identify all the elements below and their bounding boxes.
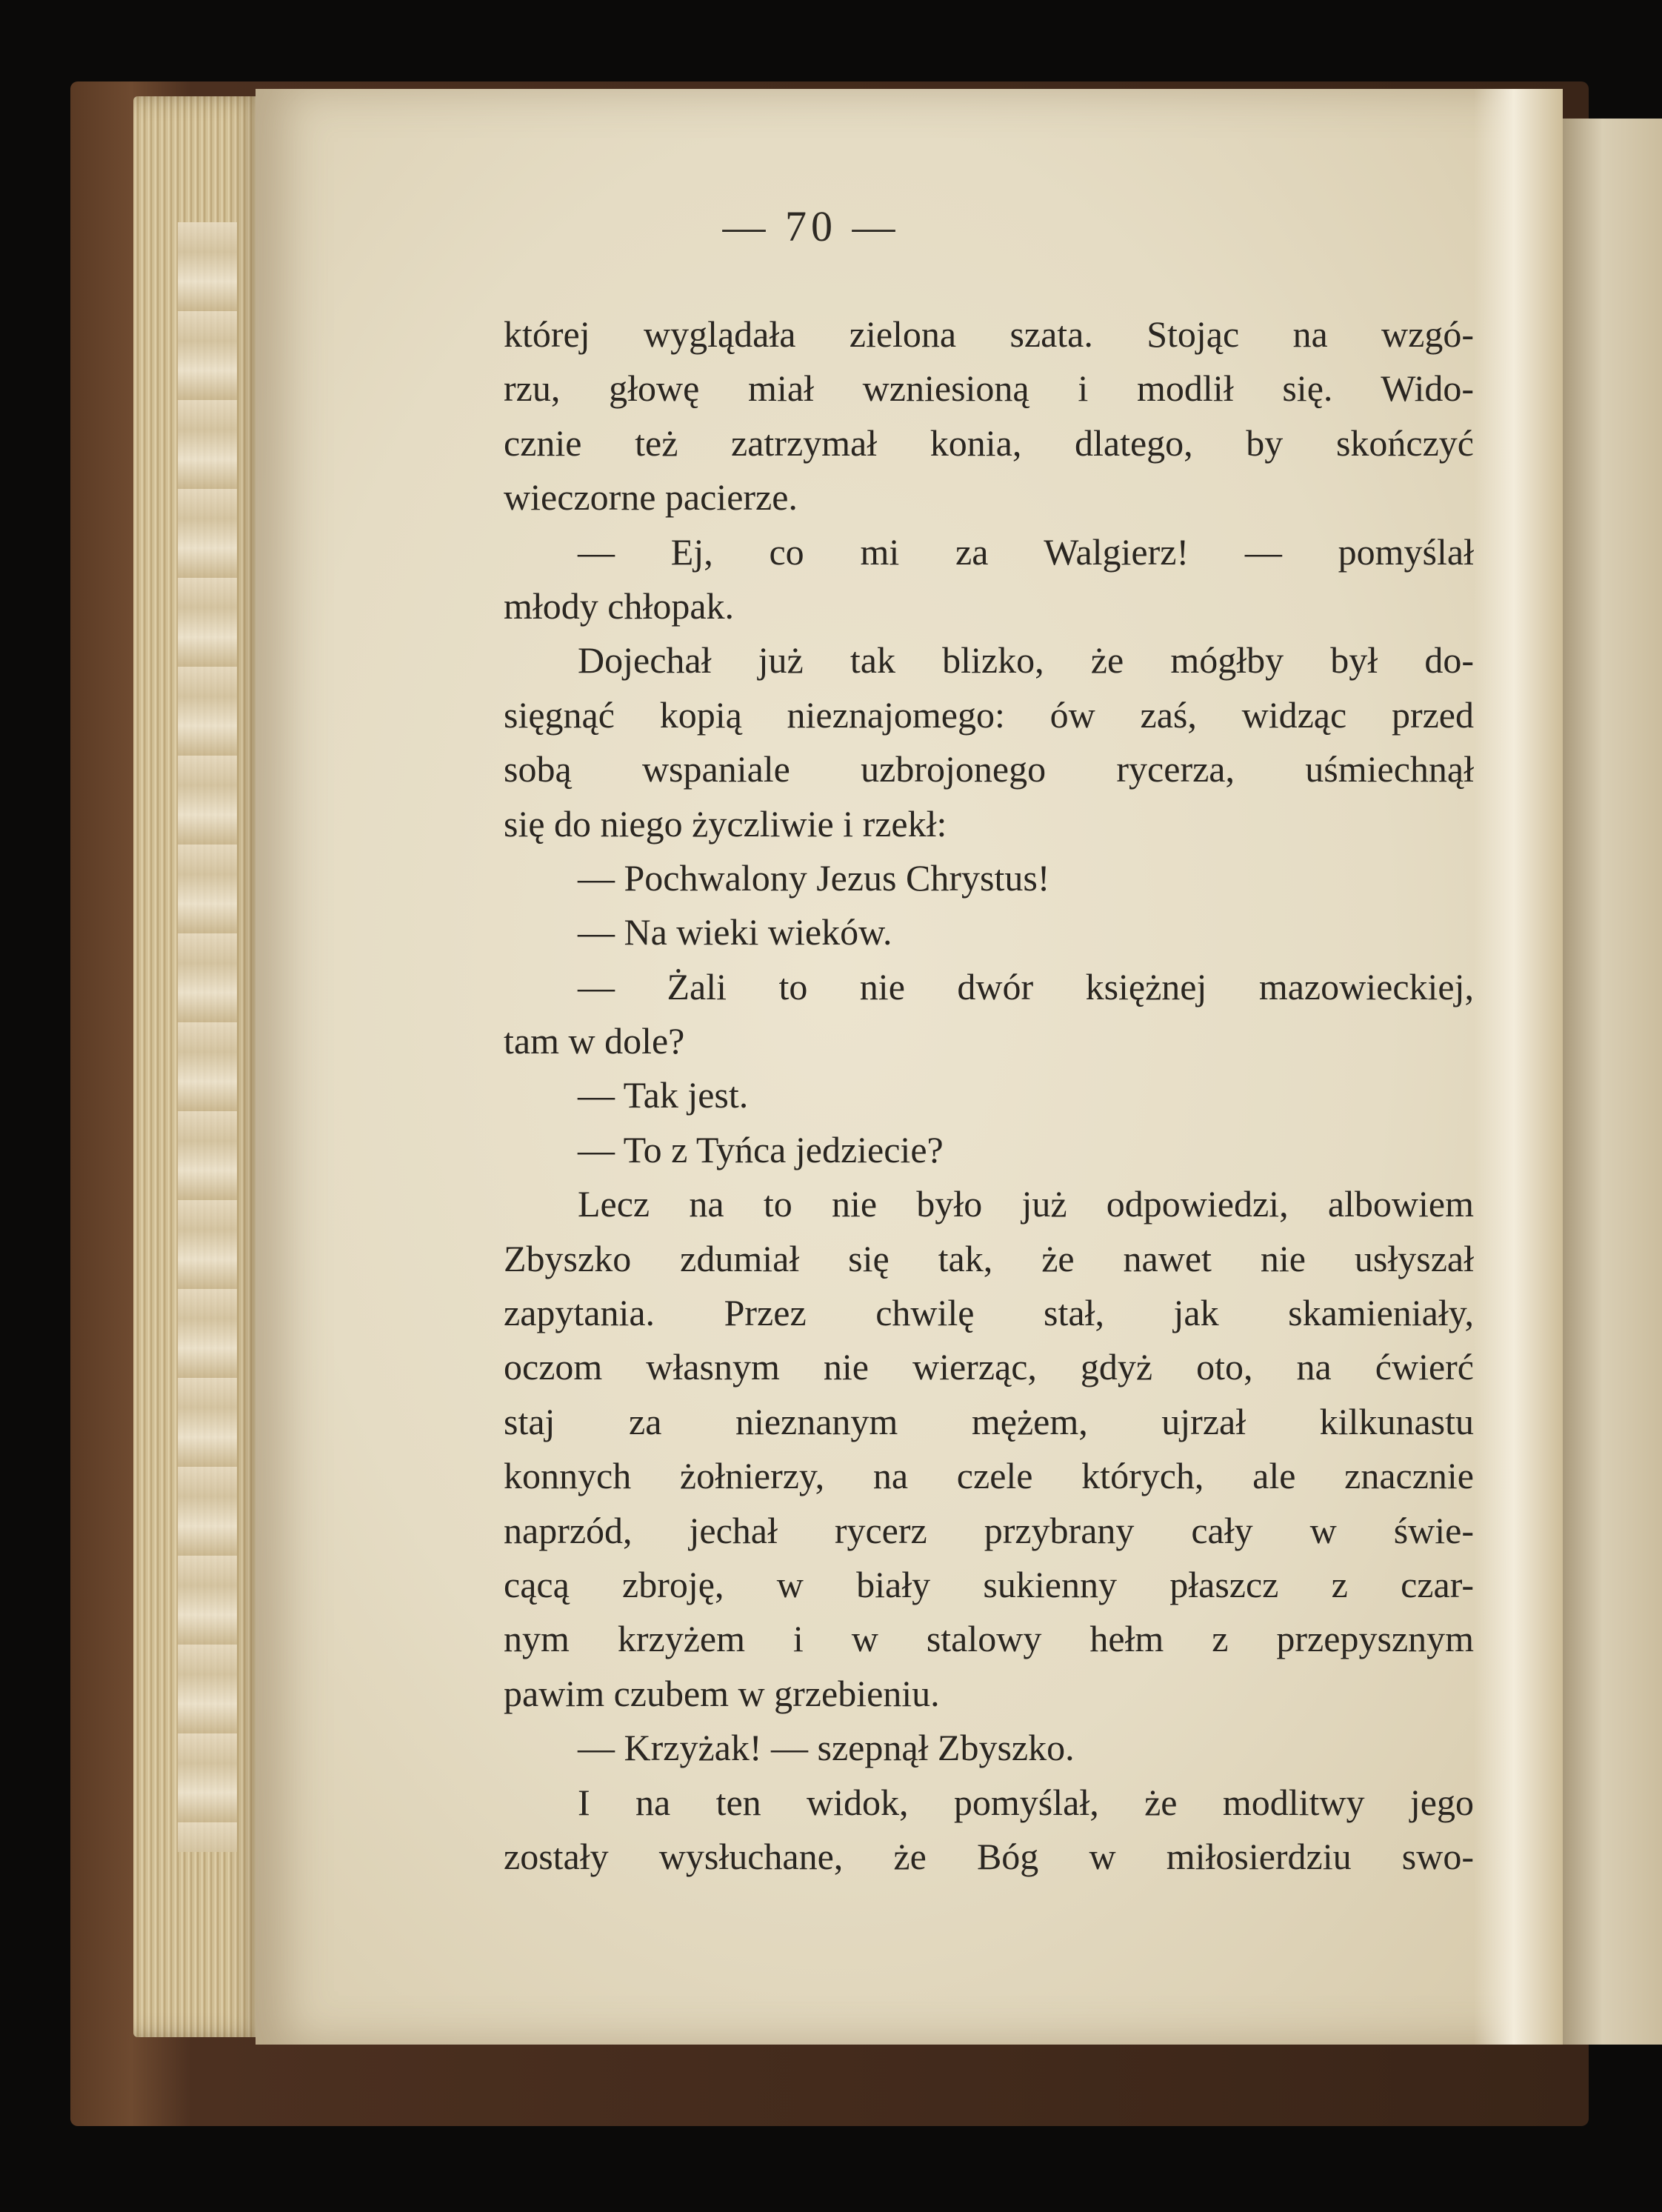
- text-line: zostały wysłuchane, że Bóg w miłosierdziu swo-: [504, 1835, 1474, 1877]
- text-line: staj za nieznanym mężem, ujrzał kilkunastu: [504, 1400, 1474, 1442]
- text-line: zapytania. Przez chwilę stał, jak skamieniały,: [504, 1292, 1474, 1334]
- page-text: [504, 307, 1474, 1884]
- text-line: — Na wieki wieków.: [578, 911, 892, 953]
- page-number: — 70 —: [722, 202, 900, 250]
- text-line: cznie też zatrzymał konia, dlatego, by skończyć: [504, 422, 1474, 464]
- text-line: — Krzyżak! — szepnął Zbyszko.: [578, 1727, 1075, 1769]
- text-line: Dojechał już tak blizko, że mógłby był do-: [578, 639, 1474, 682]
- text-line: której wyglądała zielona szata. Stojąc na wzgó-: [504, 313, 1474, 355]
- text-line: nym krzyżem i w stalowy hełm z przepysznym: [504, 1618, 1474, 1660]
- text-line: I na ten widok, pomyślał, że modlitwy jego: [578, 1781, 1474, 1823]
- text-line: konnych żołnierzy, na czele których, ale znacznie: [504, 1455, 1474, 1497]
- text-line: wieczorne pacierze.: [504, 476, 798, 519]
- text-line: młody chłopak.: [504, 584, 735, 627]
- text-line: — Żali to nie dwór księżnej mazowieckiej,: [578, 965, 1474, 1007]
- text-line: pawim czubem w grzebieniu.: [504, 1672, 940, 1714]
- text-line: sobą wspaniale uzbrojonego rycerza, uśmiechnął: [504, 748, 1474, 790]
- text-line: — To z Tyńca jedziecie?: [578, 1128, 944, 1170]
- text-line: Zbyszko zdumiał się tak, że nawet nie usłyszał: [504, 1237, 1474, 1279]
- page-gutter: [1474, 89, 1563, 2045]
- text-line: się do niego życzliwie i rzekł:: [504, 802, 947, 845]
- text-line: — Ej, co mi za Walgierz! — pomyślał: [578, 530, 1474, 573]
- text-line: rzu, głowę miał wzniesioną i modlił się. Wido-: [504, 367, 1474, 410]
- text-line: tam w dole?: [504, 1020, 685, 1062]
- spine-binding: [178, 222, 237, 1852]
- text-line: Lecz na to nie było już odpowiedzi, albowiem: [578, 1183, 1474, 1225]
- text-line: — Tak jest.: [578, 1074, 749, 1116]
- text-line: — Pochwalony Jezus Chrystus!: [578, 856, 1050, 899]
- next-page-edge: [1563, 119, 1662, 2045]
- text-line: oczom własnym nie wierząc, gdyż oto, na ćwierć: [504, 1346, 1474, 1388]
- text-line: sięgnąć kopią nieznajomego: ów zaś, widząc przed: [504, 693, 1474, 736]
- text-line: naprzód, jechał rycerz przybrany cały w świe-: [504, 1509, 1474, 1551]
- text-line: cącą zbroję, w biały sukienny płaszcz z czar-: [504, 1563, 1474, 1605]
